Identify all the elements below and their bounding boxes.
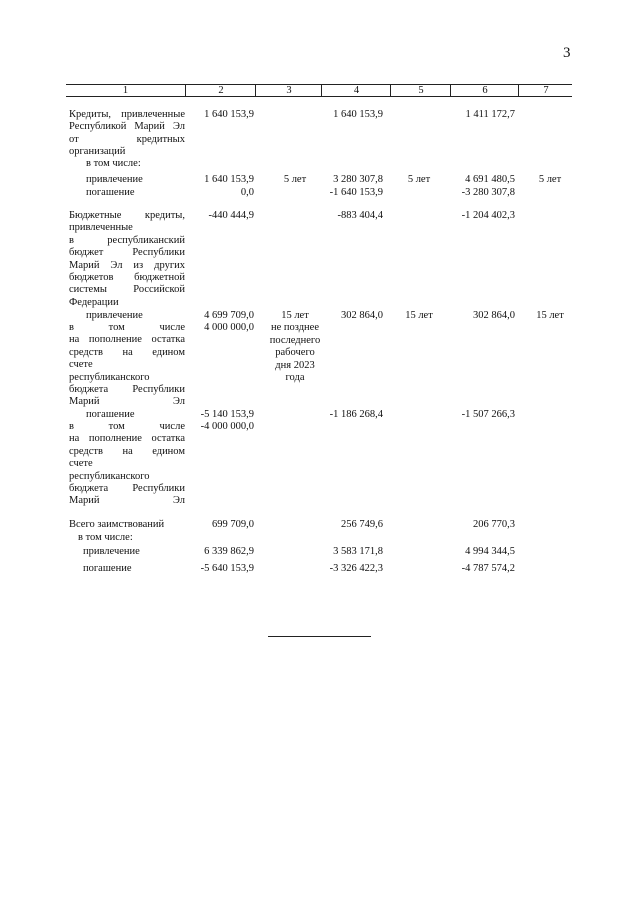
term-line: рабочего bbox=[275, 347, 315, 359]
cell-col3-term bbox=[264, 310, 326, 384]
cell-col6: -1 507 266,3 bbox=[461, 409, 515, 420]
cell-col6: 1 411 172,7 bbox=[465, 109, 515, 120]
row-label bbox=[69, 109, 185, 159]
label-line: бюджета Республики bbox=[69, 384, 185, 396]
row-label: погашение bbox=[86, 187, 135, 198]
cell-col2: -5 140 153,9 bbox=[200, 409, 254, 420]
label-line: счете bbox=[69, 458, 93, 470]
row-label: в том числе: bbox=[86, 158, 141, 169]
cell-col4: 302 864,0 bbox=[341, 310, 383, 321]
cell-col6: 206 770,3 bbox=[473, 519, 515, 530]
cell-col2: 6 339 862,9 bbox=[204, 546, 254, 557]
column-header-6: 6 bbox=[450, 84, 519, 96]
term-line: года bbox=[285, 372, 305, 384]
cell-col2: -5 640 153,9 bbox=[200, 563, 254, 574]
cell-col4: -1 640 153,9 bbox=[329, 187, 383, 198]
term-line: 15 лет bbox=[281, 310, 309, 321]
cell-col6: -3 280 307,8 bbox=[461, 187, 515, 198]
cell-col2: -440 444,9 bbox=[208, 210, 254, 221]
cell-col2: 1 640 153,9 bbox=[204, 174, 254, 185]
label-line: Бюджетные кредиты, bbox=[69, 210, 185, 221]
column-header-1: 1 bbox=[122, 85, 129, 96]
row-label: привлечение bbox=[86, 174, 143, 185]
cell-col5: 15 лет bbox=[405, 310, 433, 321]
row-label: погашение bbox=[83, 563, 132, 574]
cell-col4: 3 583 171,8 bbox=[333, 546, 383, 557]
cell-col6: -1 204 402,3 bbox=[461, 210, 515, 221]
label-line: бюджет Республики bbox=[69, 247, 185, 259]
term-line: последнего bbox=[269, 334, 321, 346]
label-line: организаций bbox=[69, 146, 126, 158]
label-line: бюджетов бюджетной bbox=[69, 272, 185, 284]
label-line: счете bbox=[69, 359, 93, 371]
cell-col2: 0,0 bbox=[240, 187, 254, 198]
label-line: в том числе bbox=[69, 421, 185, 432]
row-label: в том числе: bbox=[78, 532, 133, 543]
cell-col7: 15 лет bbox=[536, 310, 564, 321]
cell-col6: 4 994 344,5 bbox=[465, 546, 515, 557]
label-line: республиканского bbox=[69, 470, 150, 482]
label-line: Марий Эл bbox=[69, 495, 185, 507]
cell-col2: -4 000 000,0 bbox=[200, 421, 254, 432]
term-line: не позднее bbox=[270, 322, 319, 334]
label-line: на пополнение остатка bbox=[69, 334, 185, 346]
column-header-7: 7 bbox=[518, 84, 573, 96]
label-line: привлеченные bbox=[69, 222, 133, 234]
label-line: средств на едином bbox=[69, 346, 185, 358]
cell-col4: -883 404,4 bbox=[337, 210, 383, 221]
column-header-5: 5 bbox=[390, 84, 451, 96]
label-line: Марий Эл из других bbox=[69, 259, 185, 271]
label-line: системы Российской bbox=[69, 284, 185, 296]
cell-col6: 302 864,0 bbox=[473, 310, 515, 321]
cell-col4: 256 749,6 bbox=[341, 519, 383, 530]
row-label: привлечение bbox=[86, 310, 143, 321]
cell-col6: -4 787 574,2 bbox=[461, 563, 515, 574]
column-header-4: 4 bbox=[321, 84, 391, 96]
table-header bbox=[66, 84, 572, 96]
label-line: республиканского bbox=[69, 371, 150, 383]
label-line: Кредиты, привлеченные bbox=[69, 109, 185, 120]
cell-col7: 5 лет bbox=[538, 174, 562, 185]
label-line: бюджета Республики bbox=[69, 483, 185, 495]
cell-col2: 1 640 153,9 bbox=[204, 109, 254, 120]
label-line: от кредитных bbox=[69, 133, 185, 145]
term-line: дня 2023 bbox=[275, 359, 315, 371]
row-label: привлечение bbox=[83, 546, 140, 557]
cell-col6: 4 691 480,5 bbox=[465, 174, 515, 185]
cell-col5: 5 лет bbox=[407, 174, 431, 185]
row-label bbox=[69, 210, 185, 309]
label-line: в том числе bbox=[69, 322, 185, 333]
cell-col2: 699 709,0 bbox=[212, 519, 254, 530]
label-line: Федерации bbox=[69, 296, 119, 308]
page-number: 3 bbox=[563, 45, 571, 61]
row-label bbox=[69, 322, 185, 409]
label-line: в республиканский bbox=[69, 234, 185, 246]
cell-col2: 4 000 000,0 bbox=[204, 322, 254, 333]
cell-col4: -1 186 268,4 bbox=[329, 409, 383, 420]
closing-rule bbox=[268, 636, 371, 637]
column-header-2: 2 bbox=[185, 84, 256, 96]
label-line: на пополнение остатка bbox=[69, 433, 185, 445]
label-line: средств на едином bbox=[69, 445, 185, 457]
label-line: Марий Эл bbox=[69, 396, 185, 408]
row-label: Всего заимствований bbox=[69, 519, 165, 530]
row-label bbox=[69, 421, 185, 508]
cell-col4: -3 326 422,3 bbox=[329, 563, 383, 574]
cell-col4: 3 280 307,8 bbox=[333, 174, 383, 185]
table-header-rule bbox=[66, 96, 572, 97]
cell-col3: 5 лет bbox=[283, 174, 307, 185]
cell-col2: 4 699 709,0 bbox=[204, 310, 254, 321]
label-line: Республикой Марий Эл bbox=[69, 121, 185, 133]
column-header-3: 3 bbox=[255, 84, 322, 96]
cell-col4: 1 640 153,9 bbox=[333, 109, 383, 120]
row-label: погашение bbox=[86, 409, 135, 420]
